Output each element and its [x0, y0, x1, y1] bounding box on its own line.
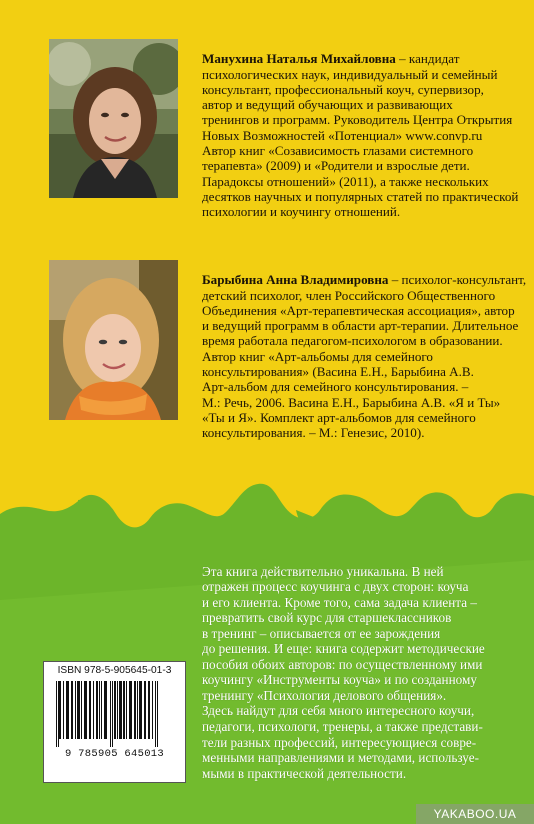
barcode-bar: [137, 681, 138, 739]
bio-line: Объединения «Арт-терапевтическая ассоциация», автор: [202, 302, 515, 318]
blurb-line: и его клиента. Кроме того, сама задача клиента –: [202, 594, 477, 610]
barcode-bar: [119, 681, 122, 739]
blurb-line: педагоги, психологи, тренеры, а также представи-: [202, 719, 483, 735]
barcode-bar: [110, 681, 111, 747]
blurb-line: коучингу «Инструменты коуча» и по созданному: [202, 672, 477, 688]
barcode-bar: [99, 681, 100, 739]
author2-photo: [49, 260, 178, 420]
barcode-bar: [134, 681, 136, 739]
bio-line: консультирования» (Васина Е.Н., Барыбина А.В.: [202, 364, 474, 380]
barcode-bar: [117, 681, 118, 739]
bio-line: десятков научных и популярных статей по практической: [202, 188, 519, 204]
bio-line: время работала педагогом-психологом в образовании.: [202, 333, 503, 349]
author1-photo: [49, 39, 178, 198]
barcode-bar: [59, 681, 61, 739]
barcode-bar: [63, 681, 64, 739]
barcode-bar: [139, 681, 142, 739]
blurb-line: превратить свой курс для старшеклассников: [202, 610, 452, 626]
barcode-bar: [112, 681, 113, 747]
barcode-bar: [75, 681, 76, 739]
isbn-barcode-box: [43, 661, 186, 783]
barcode-bar: [152, 681, 153, 739]
barcode-bar: [101, 681, 102, 739]
bio-line: психологических наук, индивидуальный и семейный: [202, 66, 498, 82]
bio-line: детский психолог, член Российского Общественного: [202, 287, 496, 303]
barcode-bar: [81, 681, 82, 739]
barcode-bar: [93, 681, 94, 739]
bio-line: и ведущий программ в области арт-терапии. Длительное: [202, 318, 519, 334]
bio-line: терапевта» (2009) и «Родители и взрослые дети.: [202, 158, 470, 174]
bio-line: тренингов и программ. Руководитель Центра Открытия: [202, 112, 513, 128]
bio-line: Автор книг «Арт-альбомы для семейного: [202, 348, 433, 364]
bio-line: М.: Речь, 2006. Васина Е.Н., Барыбина А.В. «Я и Ты»: [202, 394, 501, 410]
barcode-bar: [66, 681, 69, 739]
blurb-line: тели разных профессий, интересующиеся совре-: [202, 734, 477, 750]
barcode-bar: [144, 681, 146, 739]
bio-line: консультирования. – М.: Генезис, 2010).: [202, 425, 425, 441]
barcode-bar: [96, 681, 98, 739]
blurb-line: пособия обоих авторов: по осуществленному ими: [202, 656, 483, 672]
bio-line: Арт-альбом для семейного консультирования. –: [202, 379, 469, 395]
bio-line: консультант, профессиональный коуч, супервизор,: [202, 81, 484, 97]
isbn-digits: 9 785905 645013: [64, 748, 164, 760]
barcode-bar: [129, 681, 132, 739]
watermark: YAKABOO.UA: [416, 804, 534, 824]
barcode-bar: [56, 681, 57, 747]
author1-name: Манухина Наталья Михайловна: [202, 51, 396, 67]
barcode-bar: [71, 681, 73, 739]
blurb-line: тренингу «Психология делового общения».: [202, 687, 447, 703]
barcode-bar: [89, 681, 91, 739]
barcode-bar: [157, 681, 158, 747]
bio-line: – психолог-консультант,: [388, 272, 527, 288]
bio-line: Парадоксы отношений» (2011), а также нескольких: [202, 173, 489, 189]
bio-line: «Ты и Я». Комплект арт-альбомов для семейного: [202, 409, 476, 425]
barcode-bar: [114, 681, 116, 739]
author2-bio: [202, 257, 526, 456]
blurb-line: мыми в практической деятельности.: [202, 765, 407, 781]
blurb-line: менными направлениями и методами, используе-: [202, 750, 479, 766]
barcode-bar: [77, 681, 80, 739]
blurb-line: Эта книга действительно уникальна. В ней: [202, 563, 444, 579]
blurb-line: в тренинг – описывается от ее зарождения: [202, 625, 441, 641]
blurb-line: отражен процесс коучинга с двух сторон: коуча: [202, 579, 469, 595]
blurb-line: Здесь найдут для себя много интересного коучи,: [202, 703, 475, 719]
barcode-bar: [155, 681, 156, 747]
bio-line: Автор книг «Созависимость глазами системного: [202, 143, 474, 159]
bio-line: автор и ведущий обучающих и развивающих: [202, 97, 453, 113]
bio-line: психологии и коучингу отношений.: [202, 204, 401, 220]
bio-line: Новых Возможностей «Потенциал» www.convp.ru: [202, 127, 483, 143]
author1-bio: [202, 36, 518, 235]
bio-line: – кандидат: [395, 51, 460, 67]
barcode-bar: [148, 681, 150, 739]
book-blurb: [202, 548, 530, 797]
blurb-line: до решения. И еще: книга содержит методические: [202, 641, 485, 657]
author2-name: Барыбина Анна Владимировна: [202, 272, 389, 288]
barcode-bar: [123, 681, 125, 739]
barcode: [54, 681, 175, 747]
barcode-bar: [104, 681, 107, 739]
barcode-bar: [126, 681, 127, 739]
barcode-bar: [58, 681, 59, 747]
isbn-label: ISBN 978-5-905645-01-3: [57, 665, 172, 676]
barcode-bar: [84, 681, 87, 739]
